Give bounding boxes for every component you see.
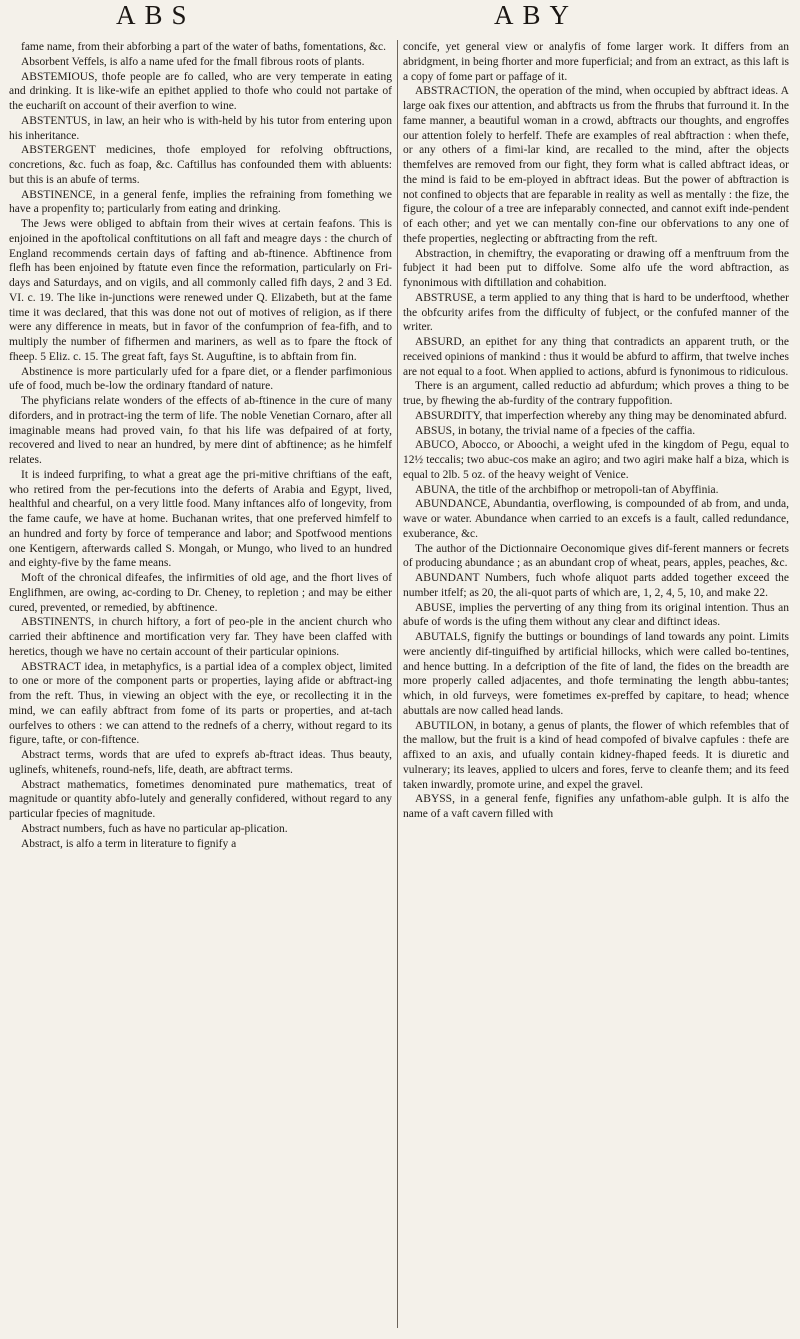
entry-paragraph: ABUTALS, fignify the buttings or boundings of land towards any point. Limits were anciently dif-tinguifhed by artificial hillocks, which were called bo-tentines, and hence butting. In a defcription of the fite of land, the fides on the breadth are more properly called adjacentes, and thofe terminating the length abbu-tantes; which, in old furveys, were fometimes ex-preffed by capitare, to head; whence abuttals are now called head lands. [403, 631, 789, 717]
entry-paragraph: ABSTEMIOUS, thofe people are fo called, who are very temperate in eating and drinking. It is like-wife an epithet applied to thofe who could not partake of the euchariſt on account of their averfion to wine. [9, 70, 392, 112]
left-column [9, 40, 392, 851]
entry-paragraph: ABUNDANT Numbers, fuch whofe aliquot parts added together exceed the number itfelf; as 20, the ali-quot parts of which are, 1, 2, 4, 5, 10, and make 22. [403, 572, 789, 599]
right-column [403, 40, 789, 822]
entry-paragraph: Abstinence is more particularly ufed for a fpare diet, or a flender parfimonious ufe of food, much be-low the ordinary ftandard of nature. [9, 365, 392, 393]
entry-paragraph: It is indeed furprifing, to what a great age the pri-mitive chriftians of the eaft, who retired from the per-fecutions into the deferts of Arabia and Egypt, lived, healthful and chearful, on a very little food. Many inftances alfo of longevity, from the fame caufe, we have at home. Buchanan writes, that one preferved himfelf to an hundred and forty by force of temperance and labor; and Spotfwood mentions one Kentigern, afterwards called S. Mongah, or Mungo, who lived to an hundred and eighty-five by the fame means. [9, 468, 392, 570]
entry-paragraph: Absorbent Veffels, is alfo a name ufed for the fmall fibrous roots of plants. [21, 55, 365, 68]
entry-paragraph: The phyficians relate wonders of the effects of ab-ftinence in the cure of many diforders, and in protract-ing the term of life. The noble Venetian Cornaro, after all imaginable means had proved vain, fo that his life was defpaired of at forty, recovered and lived to near an hundred, by mere dint of abftinence; as he himfelf relates. [9, 395, 392, 466]
entry-paragraph: Abstract numbers, fuch as have no particular ap-plication. [21, 822, 288, 835]
entry-paragraph: ABSTRUSE, a term applied to any thing that is hard to be underftood, whether the obfcurity arifes from the difficulty of fubject, or the confufed manner of the writer. [403, 291, 789, 334]
entry-paragraph: ABSURD, an epithet for any thing that contradicts an apparent truth, or the received opinions of mankind : thus it would be abfurd to affirm, that twelve inches are not equal to a foot. When applied to actions, abfurd is fynonimous to ridiculous. [403, 336, 789, 378]
entry-paragraph: ABUNA, the title of the archbifhop or metropoli-tan of Abyffinia. [415, 483, 719, 496]
entry-paragraph: ABUTILON, in botany, a genus of plants, the flower of which refembles that of the mallow, but the fruit is a kind of head compofed of bivalve capfules : thefe are affixed to an axis, and ufually contain kidney-fhaped feeds. It is diuretic and vulnerary; its leaves, applied to ulcers and fores, ferve to cleanfe them; and its feed taken inwardly, promote urine, and expel the gravel. [403, 719, 789, 791]
entry-paragraph: Abstract, is alfo a term in literature to fignify a [21, 837, 237, 850]
entry-paragraph: Abstraction, in chemiftry, the evaporating or drawing off a menftruum from the fubject it had been put to diffolve. Some alfo ufe the word abftraction, as fynonimous with diftillation and cohabition. [403, 247, 789, 289]
entry-paragraph: ABSTERGENT medicines, thofe employed for refolving obftructions, concretions, &c. fuch as foap, &c. Caftillus has confounded them with abluents: but this is an abufe of terms. [9, 144, 392, 186]
entry-paragraph: ABSTENTUS, in law, an heir who is with-held by his tutor from entering upon his inheritance. [9, 114, 392, 142]
entry-paragraph: ABSTINENCE, in a general fenfe, implies the refraining from fomething we have a propenfity to; particularly from eating and drinking. [9, 188, 392, 216]
entry-paragraph: ABSURDITY, that imperfection whereby any thing may be denominated abfurd. [415, 409, 787, 422]
running-header-left: ABS [116, 0, 196, 30]
entry-paragraph: ABUCO, Abocco, or Aboochi, a weight ufed in the kingdom of Pegu, equal to 12½ teccalis; two abuc-cos make an agiro; and two agiri make half a biza, which is equal to 2lb. 5 oz. of the heavy weight of Venice. [403, 439, 789, 481]
entry-paragraph: There is an argument, called reductio ad abfurdum; which proves a thing to be true, by fhewing the ab-furdity of the contrary fuppofition. [403, 380, 789, 407]
entry-paragraph: ABSTRACTION, the operation of the mind, when occupied by abftract ideas. A large oak fixes our attention, and abftracts us from the fhrubs that furround it. In the fame manner, a beautiful woman in a crowd, abftracts our thoughts, and engroffes our attention folely to herfelf. Thefe are examples of real abftraction : when thefe, or any others of a fimi-lar kind, are recalled to the mind, after the objects themfelves are removed from our fight, they form what is called abftract ideas, or the mind is faid to be em-ployed in abftract ideas. But the power of abftraction is not confined to objects that are feparable in reality as well as mentally : the fize, the figure, the colour of a tree are infeparably connected, and cannot exift inde-pendent of each other; and yet we can mentally con-fine our obfervations to any one of thefe properties, neglecting or abftracting from the reft. [403, 85, 789, 245]
entry-paragraph: Abstract terms, words that are ufed to exprefs ab-ftract ideas. Thus beauty, uglinefs, whitenefs, round-nefs, life, death, are abftract terms. [9, 749, 392, 776]
entry-paragraph: The Jews were obliged to abftain from their wives at certain feafons. This is enjoined in the apoftolical conftitutions on all faft and meagre days : the church of England recommends certain days of fafting and ab-ftinence. Abftinence from flefh has been enjoined by ftatute even fince the reformation, particularly on Fri-days and Saturdays, and on vigils, and all commonly called fifh days, 2 and 3 Ed. VI. c. 19. The like in-junctions were renewed under Q. Elizabeth, but at the fame time it was declared, that this was done not out of motives of religion, as if there were any difference in meats, but in favor of the confumprion of fea-fifh, and to multiply the number of fifhermen and mariners, as well as to fpare the ftock of fheep. 5 Eliz. c. 15. The great faft, fays St. Auguftine, is to abftain from fin. [9, 218, 392, 363]
entry-paragraph: ABUNDANCE, Abundantia, overflowing, is compounded of ab from, and unda, wave or water. Abundance when carried to an excefs is a fault, called redundance, exuberance, &c. [403, 498, 789, 540]
entry-paragraph: ABSTRACT idea, in metaphyfics, is a partial idea of a complex object, limited to one or more of the component parts or properties, laying afide or abftract-ing from the reft. Thus, in viewing an object with the eye, or recollecting it in the mind, we can eafily abftract from fome of its parts or properties, and at-tach ourfelves to others : we can attend to the rednefs of a cherry, without regard to its figure, tafte, or con-fiftence. [9, 660, 392, 747]
entry-paragraph: Abstract mathematics, fometimes denominated pure mathematics, treat of magnitude or quantity abfo-lutely and generally confidered, without regard to any particular fpecies of magnitude. [9, 778, 392, 820]
entry-paragraph: The author of the Dictionnaire Oeconomique gives dif-ferent manners or fecrets of producing abundance ; as an abundant crop of wheat, pears, apples, peaches, &c. [403, 542, 789, 570]
entry-paragraph: Moft of the chronical difeafes, the infirmities of old age, and the fhort lives of Englifhmen, are owing, ac-cording to Dr. Cheney, to repletion ; and may be either cured, prevented, or remedied, by abftinence. [9, 572, 392, 614]
entry-paragraph: fame name, from their abforbing a part of the water of baths, fomentations, &c. [21, 41, 386, 53]
entry-paragraph: ABSUS, in botany, the trivial name of a fpecies of the caffia. [415, 424, 696, 437]
entry-paragraph: concife, yet general view or analyfis of fome larger work. It differs from an abridgment, in being fhorter and more fuperficial; and from an extract, as this laft is a copy of fome part or paffage of it. [403, 41, 789, 83]
column-divider [397, 40, 398, 1328]
running-header-right: ABY [494, 0, 579, 30]
entry-paragraph: ABYSS, in a general fenfe, fignifies any unfathom-able gulph. It is alfo the name of a vaft cavern filled with [403, 793, 789, 820]
entry-paragraph: ABUSE, implies the perverting of any thing from its original intention. Thus an abufe of words is the ufing them without any clear and diftinct ideas. [403, 601, 789, 629]
entry-paragraph: ABSTINENTS, in church hiftory, a fort of peo-ple in the ancient church who carried their abftinence and mortification very far. They have been claffed with heretics, though we have no certain account of their particular opinions. [9, 616, 392, 658]
